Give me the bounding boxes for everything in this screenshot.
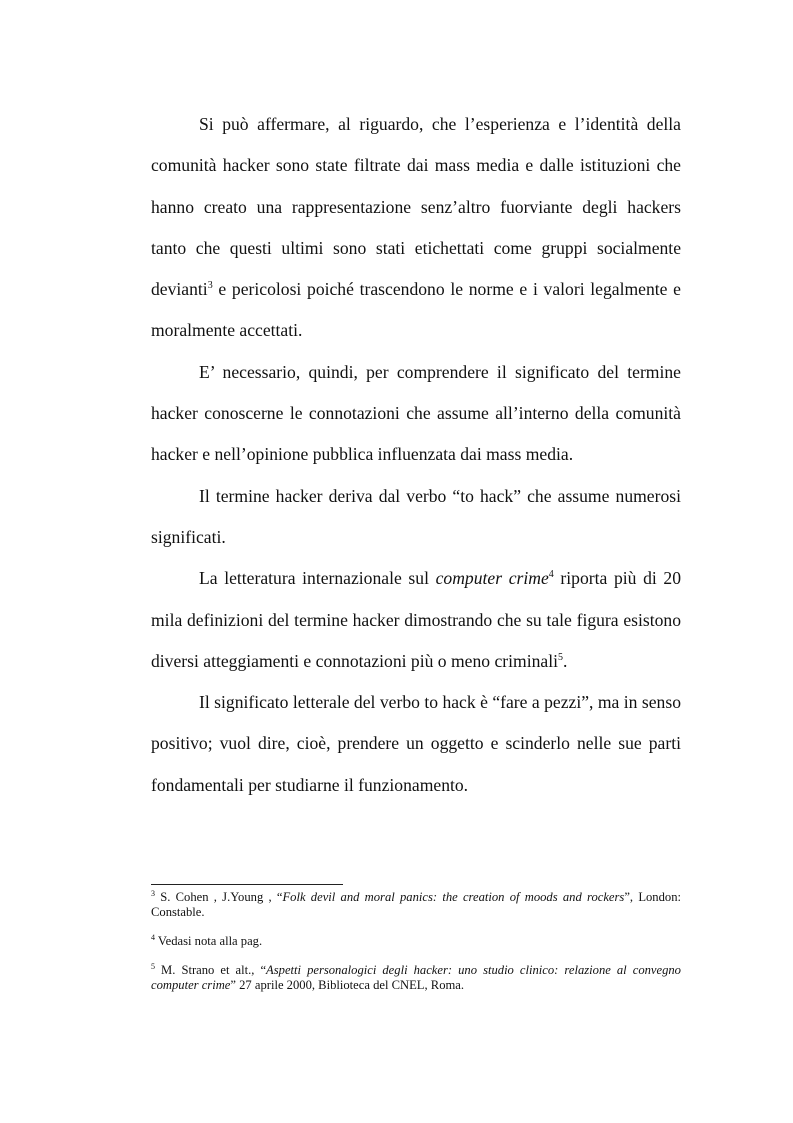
paragraph-1-text: Si può affermare, al riguardo, che l’esperienza e l’identità della comunità hacker sono state filtrate dai mass media e dalle istituzioni che hanno creato una rappresentazione senz’altro fuorviante degli hackers tanto che questi ultimi sono stati etichettati come gruppi socialmente devianti [151, 114, 681, 300]
body-text [151, 104, 681, 806]
paragraph-4-text-end: . [562, 650, 568, 671]
footnote-3-title: Folk devil and moral panics: the creation of moods and rockers [282, 890, 625, 904]
footnote-4-number: 4 [151, 933, 155, 942]
paragraph-2 [151, 352, 681, 476]
footnote-5-title: Aspetti personalogici degli hacker: uno studio clinico: relazione al convegno computer crime [151, 963, 681, 992]
computer-crime-term: computer crime [435, 568, 549, 589]
paragraph-3-text: Il termine hacker deriva dal verbo “to hack” che assume numerosi significati. [151, 485, 681, 547]
paragraph-5 [151, 682, 681, 806]
footnote-3-number: 3 [151, 889, 155, 898]
footnote-3-text-end: ”, London: Constable. [151, 890, 681, 919]
footnote-3 [151, 890, 681, 920]
footnote-4 [151, 934, 681, 949]
footnote-4-text: Vedasi nota alla pag. [155, 934, 263, 948]
footnote-ref-3: 3 [207, 280, 213, 292]
footnote-5-number: 5 [151, 962, 155, 971]
footnote-5 [151, 963, 681, 993]
footnotes [151, 890, 681, 1007]
paragraph-4-text: La letteratura internazionale sul [199, 568, 436, 589]
footnote-3-text: S. Cohen , J.Young , “ [155, 890, 283, 904]
paragraph-1-text-cont: e pericolosi poiché trascendono le norme e i valori legalmente e moralmente accettati. [151, 279, 681, 341]
footnote-ref-4: 4 [548, 569, 554, 581]
paragraph-4 [151, 558, 681, 682]
paragraph-2-text: E’ necessario, quindi, per comprendere il significato del termine hacker conoscerne le connotazioni che assume all’interno della comunità hacker e nell’opinione pubblica influenzata dai mass media. [151, 361, 681, 465]
paragraph-4-text-cont: riporta più di 20 mila definizioni del termine hacker dimostrando che su tale figura esistono diversi atteggiamenti e connotazioni più o meno criminali [151, 568, 681, 671]
footnote-5-text: M. Strano et alt., “ [155, 963, 267, 977]
paragraph-1 [151, 104, 681, 352]
paragraph-5-text: Il significato letterale del verbo to hack è “fare a pezzi”, ma in senso positivo; vuol dire, cioè, prendere un oggetto e scinderlo nelle sue parti fondamentali per studiarne il funzionamento. [151, 692, 681, 795]
footnote-separator [151, 884, 343, 885]
footnote-5-text-end: ” 27 aprile 2000, Biblioteca del CNEL, Roma. [230, 978, 465, 992]
paragraph-3 [151, 476, 681, 559]
footnote-ref-5: 5 [557, 651, 563, 663]
